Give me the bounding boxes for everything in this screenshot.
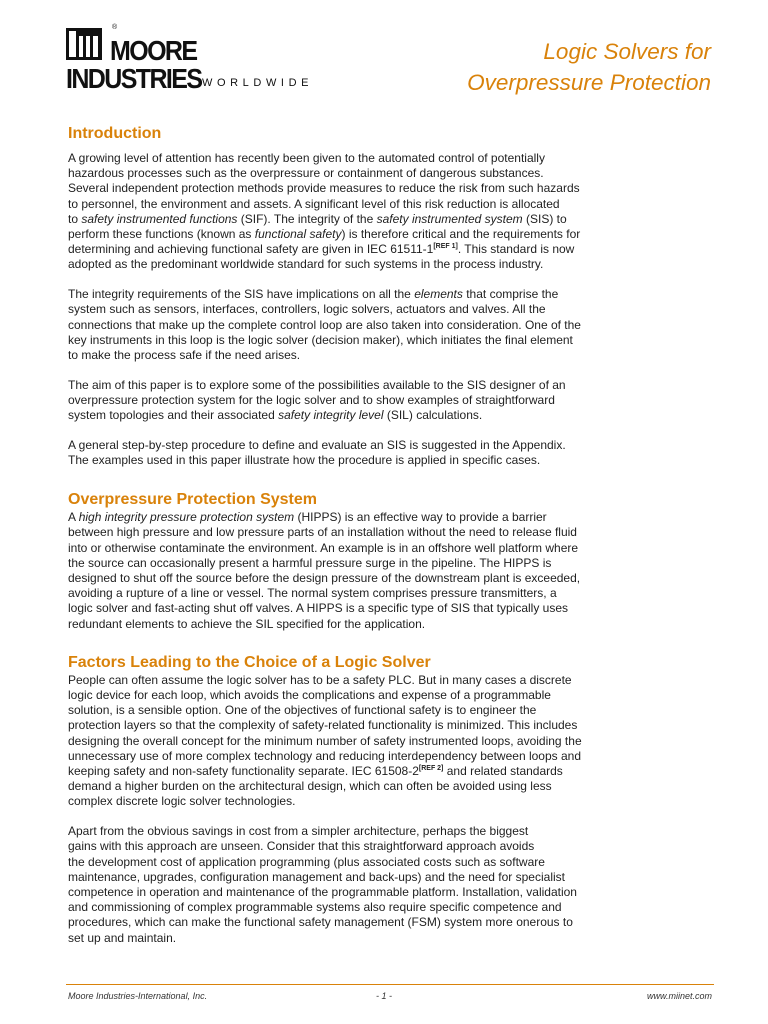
intro-paragraph-1 bbox=[68, 151, 714, 273]
reference-ref-1: [REF 1] bbox=[433, 243, 458, 251]
footer-divider bbox=[66, 984, 714, 985]
text-line: People can often assume the logic solver has to be a safety PLC. But in many cases a discrete bbox=[68, 672, 572, 687]
text-line: overpressure protection system for the logic solver and to show examples of straightforward bbox=[68, 392, 555, 407]
footer-page-number: - 1 - bbox=[375, 991, 392, 1001]
text-run: (SIS) to bbox=[522, 211, 567, 226]
text-line: The examples used in this paper illustrate how the procedure is applied in specific cases. bbox=[68, 452, 541, 467]
logo-text-industries: INDUSTRIES bbox=[66, 64, 202, 95]
intro-paragraph-3 bbox=[68, 378, 714, 424]
text-run: (SIL) calculations. bbox=[383, 408, 483, 423]
text-line: system such as sensors, interfaces, controllers, logic solvers, actuators and valves. All the bbox=[68, 302, 546, 317]
text-line bbox=[68, 287, 714, 302]
text-line: unnecessary use of more complex technology and reducing interdependency between loops and bbox=[68, 748, 581, 763]
text-run: that comprise the bbox=[462, 287, 559, 302]
text-line: Apart from the obvious savings in cost from a simpler architecture, perhaps the biggest bbox=[68, 824, 529, 839]
text-line bbox=[68, 227, 714, 242]
text-line: between high pressure and low pressure parts of an installation without the need to release fluid bbox=[68, 525, 577, 540]
heading-overpressure-protection: Overpressure Protection System bbox=[68, 491, 317, 509]
emphasis-sif: safety instrumented functions bbox=[81, 211, 238, 226]
title-line-1: Logic Solvers for bbox=[543, 39, 711, 64]
text-line: gains with this approach are unseen. Consider that this straightforward approach avoids bbox=[68, 839, 535, 854]
factors-paragraph-2 bbox=[68, 824, 714, 946]
text-run: A bbox=[68, 510, 79, 525]
text-run: system topologies and their associated bbox=[68, 408, 279, 423]
text-line: competence in operation and maintenance of the programmable platform. Installation, validation bbox=[68, 884, 577, 899]
text-line: protection layers so that the complexity of safety-related functionality is minimized. This includes bbox=[68, 718, 578, 733]
text-run: determining and achieving functional safety are given in IEC 61511-1 bbox=[68, 242, 434, 257]
text-run: ) is therefore critical and the requirements for bbox=[341, 227, 581, 242]
text-run: to bbox=[68, 211, 82, 226]
text-run: (HIPPS) is an effective way to provide a barrier bbox=[294, 510, 547, 525]
logo-tagline: WORLDWIDE bbox=[202, 77, 314, 89]
text-run: keeping safety and non-safety functionality separate. IEC 61508-2 bbox=[68, 764, 419, 778]
document-body bbox=[68, 124, 714, 946]
text-line bbox=[68, 408, 714, 423]
text-line bbox=[68, 212, 714, 227]
text-line: to personnel, the environment and assets. A significant level of this risk reduction is allocated bbox=[68, 196, 560, 211]
text-line: avoiding a rupture of a line or vessel. The normal system comprises pressure transmitters, a bbox=[68, 586, 557, 601]
text-line: maintenance, upgrades, configuration management and back-ups) and the need for specialist bbox=[68, 869, 565, 884]
text-line: hazardous processes such as the overpressure or containment of dangerous substances. bbox=[68, 166, 544, 181]
text-line: to make the process safe if the need arises. bbox=[68, 347, 301, 362]
registered-mark: ® bbox=[112, 24, 118, 31]
factors-paragraph-1 bbox=[68, 673, 714, 810]
text-line: demand a higher burden on the architectural design, which can often be avoided using less bbox=[68, 779, 552, 794]
emphasis-hipps: high integrity pressure protection system bbox=[78, 510, 295, 525]
text-line: key instruments in this loop is the logic solver (decision maker), which initiates the final element bbox=[68, 332, 573, 347]
company-logo bbox=[66, 24, 366, 96]
reference-ref-2: [REF 2] bbox=[418, 765, 444, 772]
moore-logo-icon bbox=[66, 28, 102, 60]
title-line-2: Overpressure Protection bbox=[467, 70, 711, 95]
text-line: connections that make up the complete control loop are also taken into consideration. One of the bbox=[68, 317, 581, 332]
logo-text-moore: MOORE bbox=[110, 36, 197, 67]
text-line: adopted as the predominant worldwide standard for such systems in the process industry. bbox=[68, 257, 544, 272]
emphasis-sis: safety instrumented system bbox=[376, 211, 523, 226]
emphasis-sil: safety integrity level bbox=[278, 408, 384, 423]
footer-company: Moore Industries-International, Inc. bbox=[68, 991, 208, 1001]
text-line bbox=[68, 764, 714, 779]
text-run: (SIF). The integrity of the bbox=[237, 211, 377, 226]
text-line: set up and maintain. bbox=[68, 930, 177, 945]
emphasis-elements: elements bbox=[414, 287, 463, 302]
text-line: complex discrete logic solver technologies. bbox=[68, 794, 296, 809]
text-run: The integrity requirements of the SIS have implications on all the bbox=[68, 287, 415, 302]
text-line: and commissioning of complex programmable systems also require specific competence and bbox=[68, 900, 562, 915]
text-run: perform these functions (known as bbox=[68, 227, 255, 242]
footer-website-link[interactable]: www.miinet.com bbox=[646, 991, 712, 1001]
text-line: The aim of this paper is to explore some of the possibilities available to the SIS designer of an bbox=[68, 377, 566, 392]
text-line: logic device for each loop, which avoids the complications and expense of a programmable bbox=[68, 687, 551, 702]
text-line: Several independent protection methods provide measures to reduce the risk from such hazards bbox=[68, 181, 580, 196]
emphasis-functional-safety: functional safety bbox=[254, 227, 342, 242]
text-run: and related standards bbox=[443, 764, 563, 778]
intro-paragraph-4 bbox=[68, 438, 714, 468]
text-line: A general step-by-step procedure to define and evaluate an SIS is suggested in the Appendix. bbox=[68, 437, 566, 452]
intro-paragraph-2 bbox=[68, 287, 714, 363]
text-line: into or otherwise contaminate the environment. An example is in an offshore well platform where bbox=[68, 540, 579, 555]
text-line: the development cost of application programming (plus associated costs such as software bbox=[68, 854, 545, 869]
text-line: designing the overall concept for the minimum number of safety instrumented loops, avoiding the bbox=[68, 733, 582, 748]
heading-factors-logic-solver: Factors Leading to the Choice of a Logic Solver bbox=[68, 653, 431, 671]
text-line: logic solver and fast-acting shut off valves. A HIPPS is a specific type of SIS that typically uses bbox=[68, 601, 569, 616]
text-line: solution, is a sensible option. One of the objectives of functional safety is to engineer the bbox=[68, 703, 537, 718]
text-line: A growing level of attention has recently been given to the automated control of potentially bbox=[68, 151, 545, 165]
text-line: designed to shut off the source before the design pressure of the downstream plant is exceeded, bbox=[68, 570, 581, 585]
document-title bbox=[467, 36, 711, 98]
text-line bbox=[68, 242, 714, 257]
text-line: procedures, which can make the functional safety management (FSM) system more onerous to bbox=[68, 915, 573, 930]
text-line: redundant elements to achieve the SIL specified for the application. bbox=[68, 616, 426, 631]
text-line bbox=[68, 510, 714, 525]
text-run: . This standard is now bbox=[457, 242, 575, 257]
heading-introduction: Introduction bbox=[68, 125, 162, 142]
overpressure-paragraph-1 bbox=[68, 510, 714, 632]
text-line: the source can occasionally present a harmful pressure surge in the pipeline. The HIPPS is bbox=[68, 555, 552, 570]
